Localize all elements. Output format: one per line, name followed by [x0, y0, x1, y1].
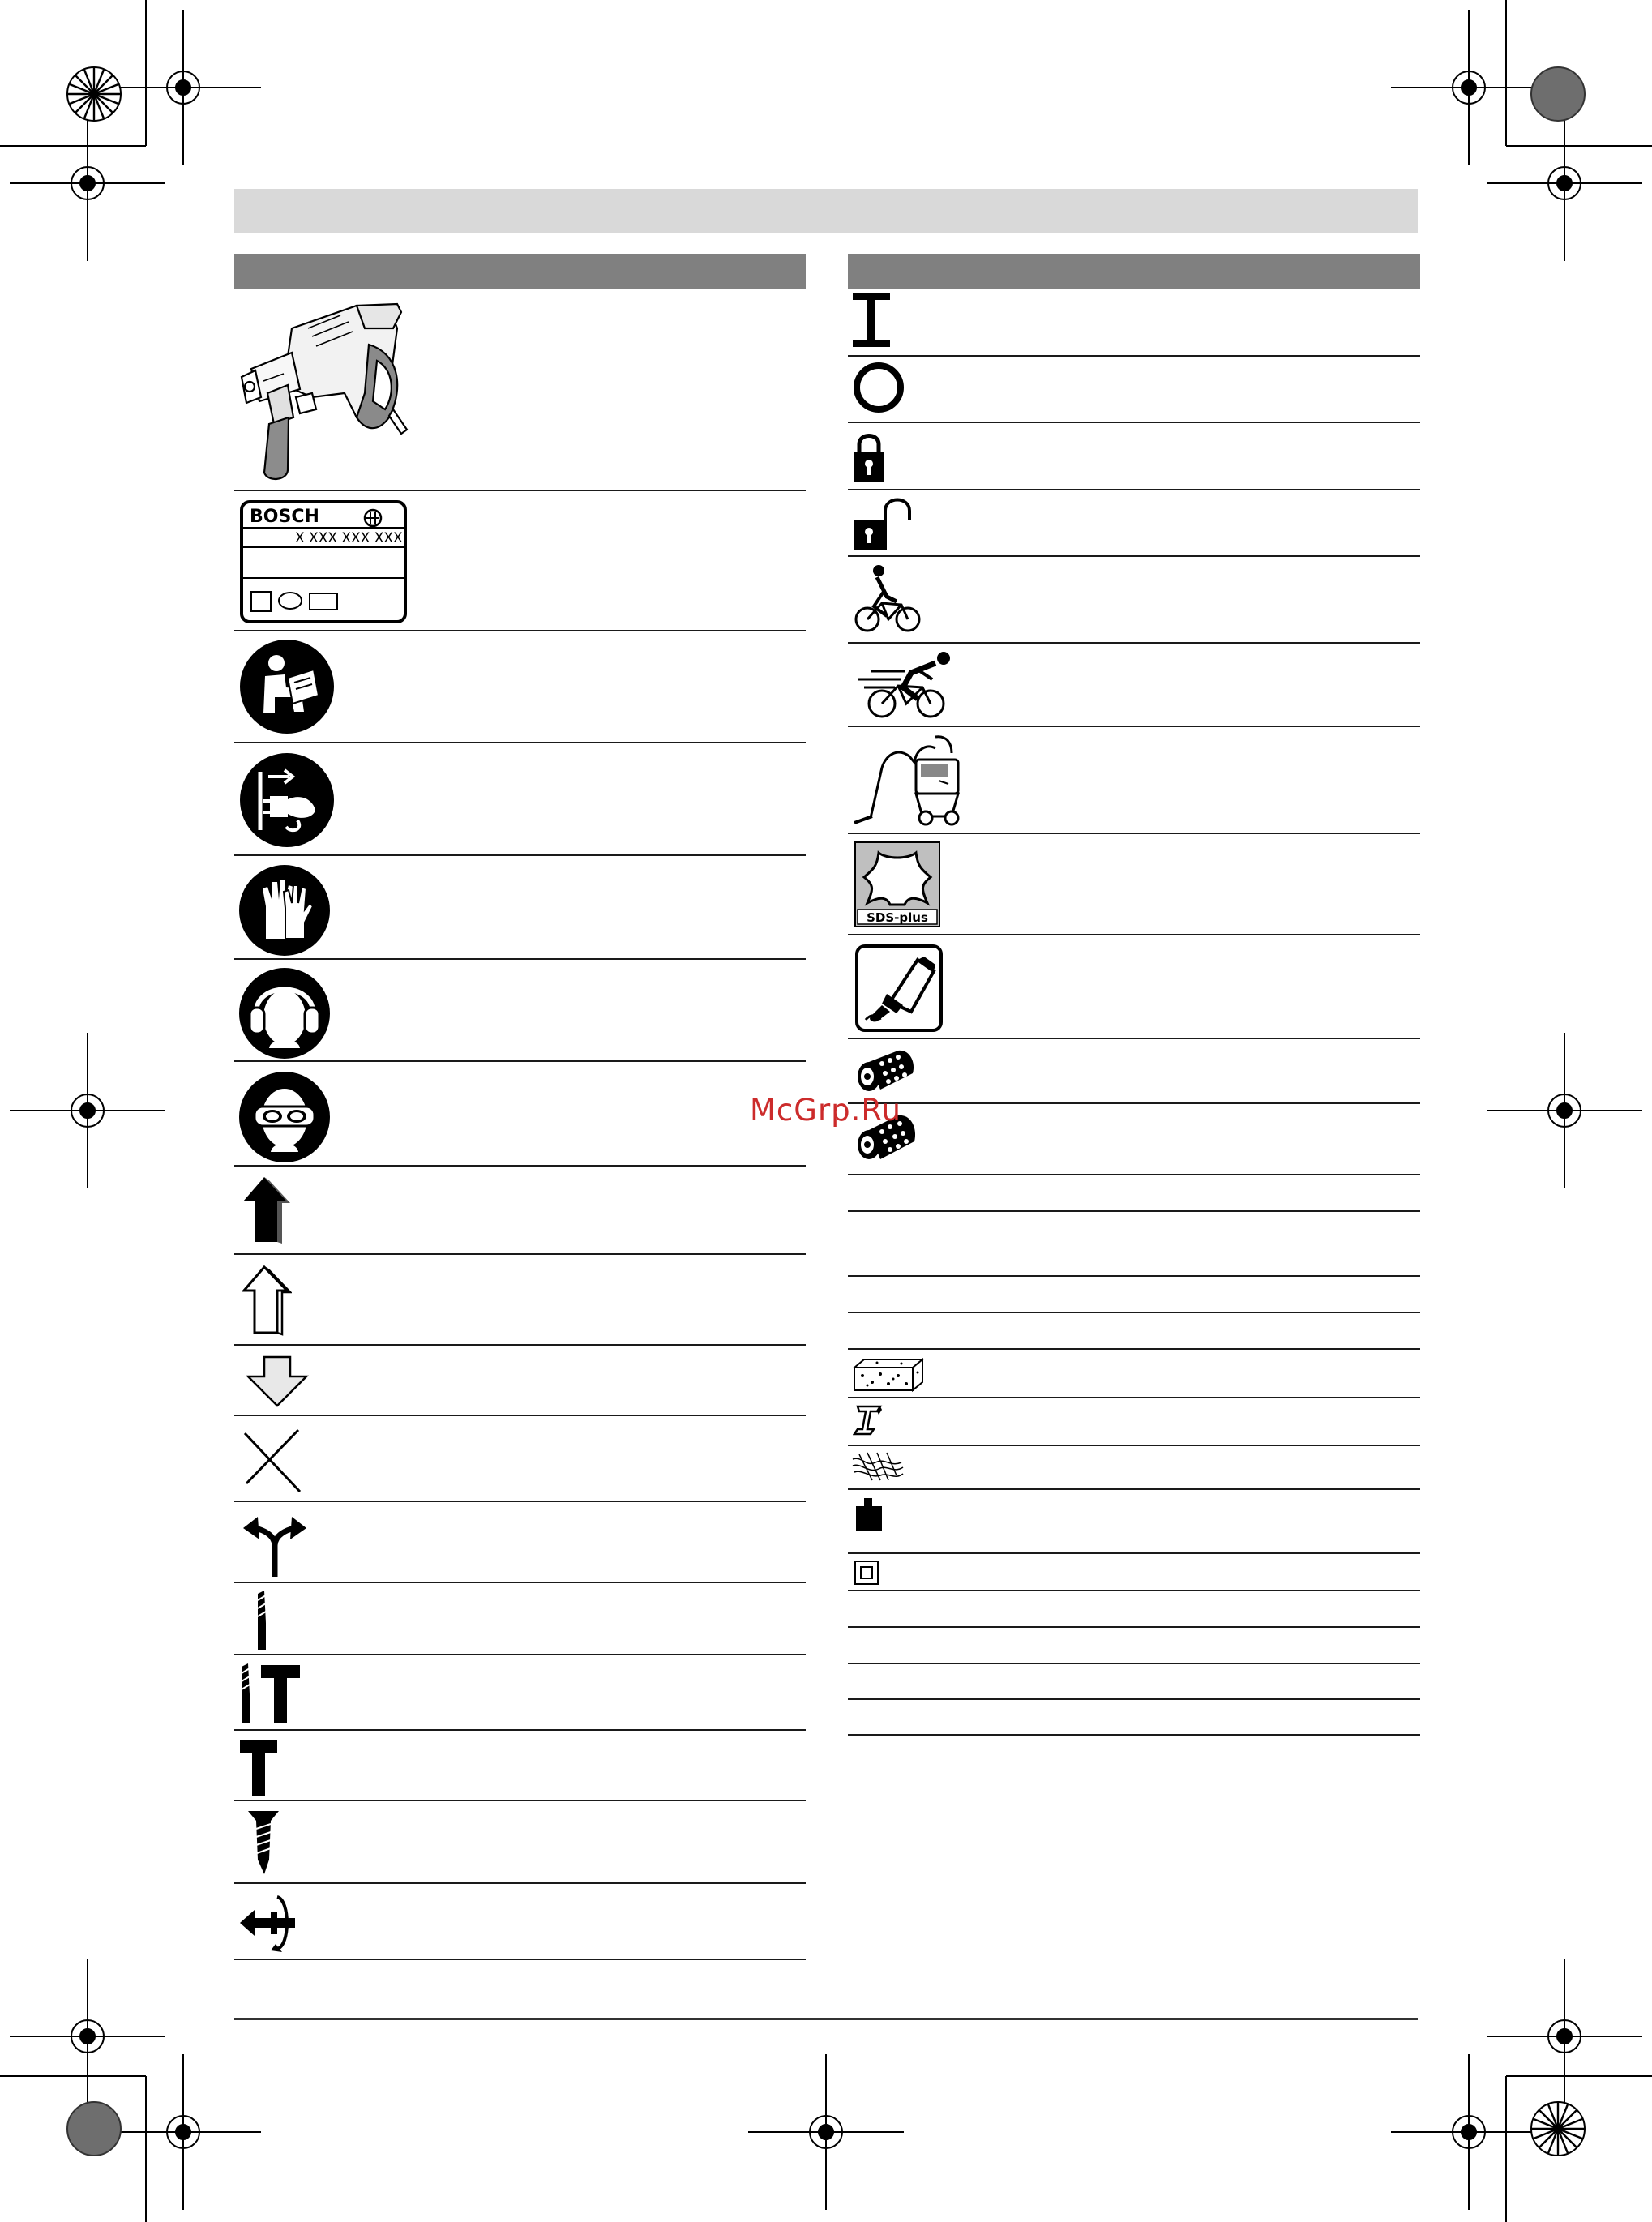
unplug-icon: [239, 752, 335, 848]
read-manual-icon: [239, 639, 335, 734]
nameplate-icon: [240, 500, 407, 623]
gloves-icon: [238, 864, 331, 957]
drill-hammer-icon: [238, 1663, 302, 1723]
vacuum-cleaner-icon: [851, 732, 965, 828]
watermark-text: McGrp.Ru: [750, 1093, 901, 1128]
steel-icon: [853, 1405, 885, 1437]
cross-icon: [242, 1427, 303, 1493]
rotation-direction-icon: [238, 1892, 300, 1954]
hammer-icon: [240, 1740, 279, 1796]
concrete-icon: [853, 1356, 924, 1392]
wood-icon: [851, 1451, 905, 1483]
page-header-bar: [234, 189, 1418, 233]
screw-icon: [246, 1809, 280, 1876]
eye-protection-icon: [238, 1071, 331, 1163]
arrow-down-icon: [245, 1355, 310, 1409]
slow-cyclist-icon: [854, 564, 922, 634]
drill-bit-icon: [253, 1591, 271, 1650]
off-symbol-icon: [853, 362, 905, 413]
arrow-up-filled-icon: [240, 1175, 290, 1245]
left-column-header: [234, 254, 806, 289]
hammer-drill-illustration: [235, 296, 420, 486]
fork-arrows-icon: [240, 1510, 310, 1577]
arrow-up-outline-icon: [242, 1265, 292, 1336]
lock-open-icon: [853, 498, 914, 551]
right-column-header: [848, 254, 1420, 289]
nameplate-brand: BOSCH: [250, 507, 319, 527]
protection-class-icon: [854, 1561, 879, 1585]
fast-cyclist-icon: [854, 650, 953, 720]
nameplate-number: X XXX XXX XXX: [295, 530, 403, 546]
on-symbol-icon: [853, 293, 890, 347]
sds-plus-icon: [854, 841, 940, 927]
sds-plus-label: SDS-plus: [867, 910, 928, 925]
chuck-icon: [853, 1046, 918, 1094]
grease-tube-icon: [854, 944, 944, 1033]
ear-protection-icon: [238, 967, 331, 1060]
lock-closed-icon: [853, 431, 885, 483]
weight-icon: [854, 1498, 884, 1532]
page-footer-rule: [234, 2018, 1418, 2020]
